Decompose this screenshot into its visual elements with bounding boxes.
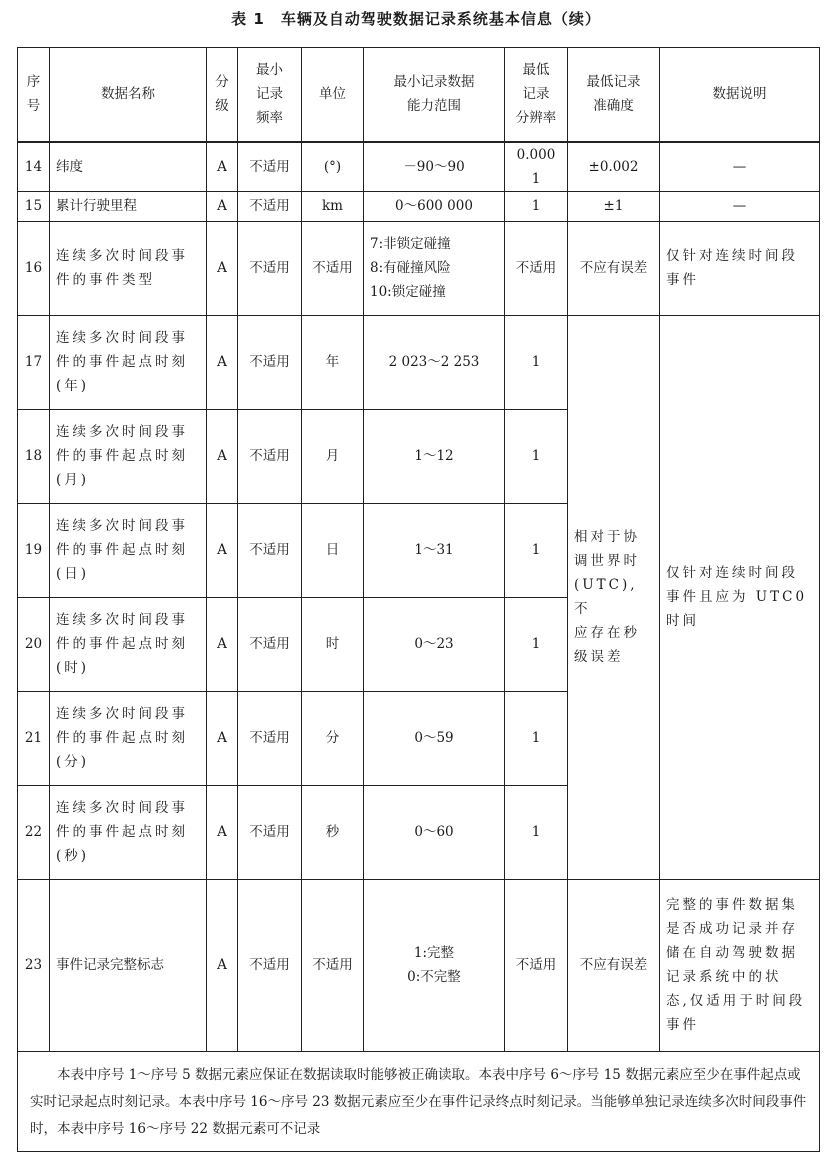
cell-level: A — [207, 409, 238, 503]
cell-seq: 21 — [18, 691, 50, 785]
cell-accuracy: ±1 — [568, 191, 660, 221]
cell-unit: 时 — [302, 597, 364, 691]
cell-freq: 不适用 — [238, 315, 302, 409]
cell-desc — [660, 221, 820, 315]
cell-unit: 年 — [302, 315, 364, 409]
cell-name-line: 件的事件类型 — [56, 272, 155, 288]
cell-name-line: 件的事件起点时刻 — [56, 542, 188, 558]
cell-range: 0～60 — [364, 785, 505, 879]
cell-level: A — [207, 191, 238, 221]
cell-name-line: (月) — [56, 472, 90, 488]
cell-name — [50, 315, 207, 409]
cell-unit: (°) — [302, 142, 364, 192]
cell-range — [364, 879, 505, 1051]
cell-resolution: 不适用 — [505, 879, 568, 1051]
cell-desc-line: 事件 — [666, 272, 699, 288]
header-range — [364, 48, 505, 142]
cell-desc: — — [660, 191, 820, 221]
cell-seq: 15 — [18, 191, 50, 221]
cell-range: 0～23 — [364, 597, 505, 691]
header-resolution-line: 最低 — [522, 62, 550, 79]
cell-freq: 不适用 — [238, 142, 302, 192]
cell-name — [50, 409, 207, 503]
cell-level: A — [207, 597, 238, 691]
cell-accuracy-line: 调世界时 — [574, 553, 640, 569]
header-desc: 数据说明 — [660, 48, 820, 142]
cell-desc-line: 事件 — [666, 1017, 699, 1033]
header-seq-line: 序 — [26, 74, 41, 91]
header-seq — [18, 48, 50, 142]
cell-desc-line: 事件且应为 UTC0 — [666, 589, 808, 605]
cell-name-line: 件的事件起点时刻 — [56, 824, 188, 840]
header-freq-line: 频率 — [256, 110, 283, 127]
cell-desc-merged — [660, 315, 820, 879]
cell-freq: 不适用 — [238, 879, 302, 1051]
cell-desc-line: 完整的事件数据集 — [666, 897, 798, 913]
table-row — [18, 191, 820, 221]
table-row — [18, 315, 820, 409]
cell-accuracy-line: 级误差 — [574, 649, 624, 665]
cell-name — [50, 503, 207, 597]
cell-unit: 不适用 — [302, 221, 364, 315]
cell-unit: 月 — [302, 409, 364, 503]
table-title: 表 1 车辆及自动驾驶数据记录系统基本信息（续） — [231, 10, 601, 28]
cell-resolution: 0.000 1 — [505, 142, 568, 192]
cell-level: A — [207, 142, 238, 192]
cell-level: A — [207, 221, 238, 315]
cell-seq: 23 — [18, 879, 50, 1051]
cell-name-line: (年) — [56, 378, 90, 394]
cell-name-line: 件的事件起点时刻 — [56, 730, 188, 746]
cell-desc-line: 是否成功记录并存 — [666, 921, 798, 937]
cell-unit: 秒 — [302, 785, 364, 879]
cell-range-line: 8:有碰撞风险 — [370, 260, 451, 276]
table-note-row — [18, 1051, 820, 1151]
cell-freq: 不适用 — [238, 221, 302, 315]
header-name: 数据名称 — [50, 48, 207, 142]
cell-desc-line: 储在自动驾驶数据 — [666, 945, 798, 961]
cell-seq: 20 — [18, 597, 50, 691]
cell-freq: 不适用 — [238, 409, 302, 503]
table-row — [18, 142, 820, 192]
cell-name: 纬度 — [50, 142, 207, 192]
cell-range-line: 1:完整 — [413, 945, 455, 961]
table-row — [18, 221, 820, 315]
header-range-line: 最小记录数据 — [393, 74, 475, 91]
cell-unit: 日 — [302, 503, 364, 597]
cell-range: 1～12 — [364, 409, 505, 503]
cell-freq: 不适用 — [238, 503, 302, 597]
header-freq-line: 最小 — [256, 62, 283, 79]
header-freq-line: 记录 — [256, 86, 283, 103]
cell-resolution: 1 — [505, 785, 568, 879]
cell-accuracy-line: 相对于协 — [574, 529, 640, 545]
cell-desc — [660, 879, 820, 1051]
cell-resolution: 1 — [505, 315, 568, 409]
cell-name — [50, 785, 207, 879]
cell-range: 2 023～2 253 — [364, 315, 505, 409]
header-resolution-line: 分辨率 — [515, 110, 557, 127]
cell-name-line: (时) — [56, 660, 90, 676]
cell-level: A — [207, 315, 238, 409]
cell-name: 事件记录完整标志 — [50, 879, 207, 1051]
header-range-line: 能力范围 — [407, 98, 461, 115]
header-accuracy-line: 准确度 — [593, 98, 634, 115]
cell-range — [364, 221, 505, 315]
cell-level: A — [207, 691, 238, 785]
header-level-line: 分 — [215, 74, 229, 91]
cell-accuracy-line: 应存在秒 — [574, 625, 640, 641]
cell-name-line: 件的事件起点时刻 — [56, 636, 188, 652]
header-resolution — [505, 48, 568, 142]
cell-range-line: 0:不完整 — [407, 969, 461, 985]
cell-range: －90～90 — [364, 142, 505, 192]
cell-unit: 不适用 — [302, 879, 364, 1051]
header-accuracy-line: 最低记录 — [586, 74, 641, 91]
cell-accuracy-line: (UTC),不 — [574, 577, 638, 617]
cell-name-line: 连续多次时间段事 — [56, 706, 188, 722]
cell-seq: 17 — [18, 315, 50, 409]
cell-name-line: (日) — [56, 566, 90, 582]
cell-freq: 不适用 — [238, 597, 302, 691]
cell-seq: 16 — [18, 221, 50, 315]
cell-seq: 18 — [18, 409, 50, 503]
cell-unit: 分 — [302, 691, 364, 785]
data-table — [17, 47, 820, 1152]
cell-name-line: (分) — [56, 754, 90, 770]
cell-resolution: 1 — [505, 503, 568, 597]
cell-accuracy: 不应有误差 — [568, 879, 660, 1051]
cell-name-line: 连续多次时间段事 — [56, 800, 188, 816]
cell-range-line: 7:非锁定碰撞 — [370, 236, 451, 252]
cell-desc-line: 仅针对连续时间段 — [666, 248, 798, 264]
cell-name — [50, 597, 207, 691]
cell-name-line: 连续多次时间段事 — [56, 248, 188, 264]
cell-name-line: 连续多次时间段事 — [56, 330, 188, 346]
header-freq — [238, 48, 302, 142]
cell-range: 1～31 — [364, 503, 505, 597]
cell-range: 0～600 000 — [364, 191, 505, 221]
cell-seq: 14 — [18, 142, 50, 192]
cell-range: 0～59 — [364, 691, 505, 785]
header-seq-line: 号 — [26, 98, 41, 115]
cell-desc-line: 态,仅适用于时间段 — [666, 993, 806, 1009]
cell-accuracy: ±0.002 — [568, 142, 660, 192]
table-note: 本表中序号 1～序号 5 数据元素应保证在数据读取时能够被正确读取。本表中序号 6～序号 15 数据元素应至少在事件起点或实时记录起点时刻记录。本表中序号 16～序号 23 数据元素应至少在事件记录终点时刻记录。当能够单独记录连续多次时间段事件时，本表中序号 16～序号 22 数据元素可不记录 — [18, 1051, 820, 1151]
cell-accuracy: 不应有误差 — [568, 221, 660, 315]
cell-name-line: (秒) — [56, 848, 90, 864]
table-row — [18, 879, 820, 1051]
cell-unit: km — [302, 191, 364, 221]
table-header-row — [18, 48, 820, 142]
header-accuracy — [568, 48, 660, 142]
cell-desc-line: 时间 — [666, 613, 699, 629]
cell-accuracy-merged — [568, 315, 660, 879]
cell-name-line: 件的事件起点时刻 — [56, 354, 188, 370]
cell-freq: 不适用 — [238, 691, 302, 785]
header-level — [207, 48, 238, 142]
cell-level: A — [207, 879, 238, 1051]
cell-desc-line: 记录系统中的状 — [666, 969, 782, 985]
cell-resolution: 1 — [505, 191, 568, 221]
cell-resolution: 1 — [505, 409, 568, 503]
header-unit: 单位 — [302, 48, 364, 142]
cell-level: A — [207, 785, 238, 879]
cell-name — [50, 691, 207, 785]
cell-freq: 不适用 — [238, 785, 302, 879]
header-resolution-line: 记录 — [522, 86, 550, 103]
cell-name — [50, 221, 207, 315]
cell-name-line: 连续多次时间段事 — [56, 424, 188, 440]
cell-seq: 22 — [18, 785, 50, 879]
cell-name-line: 连续多次时间段事 — [56, 612, 188, 628]
cell-desc-line: 仅针对连续时间段 — [666, 565, 798, 581]
cell-resolution: 1 — [505, 691, 568, 785]
cell-range-line: 10:锁定碰撞 — [370, 284, 446, 300]
cell-desc: — — [660, 142, 820, 192]
cell-name: 累计行驶里程 — [50, 191, 207, 221]
cell-seq: 19 — [18, 503, 50, 597]
cell-name-line: 连续多次时间段事 — [56, 518, 188, 534]
cell-resolution: 不适用 — [505, 221, 568, 315]
header-level-line: 级 — [215, 98, 229, 115]
cell-freq: 不适用 — [238, 191, 302, 221]
cell-resolution: 1 — [505, 597, 568, 691]
cell-level: A — [207, 503, 238, 597]
cell-name-line: 件的事件起点时刻 — [56, 448, 188, 464]
